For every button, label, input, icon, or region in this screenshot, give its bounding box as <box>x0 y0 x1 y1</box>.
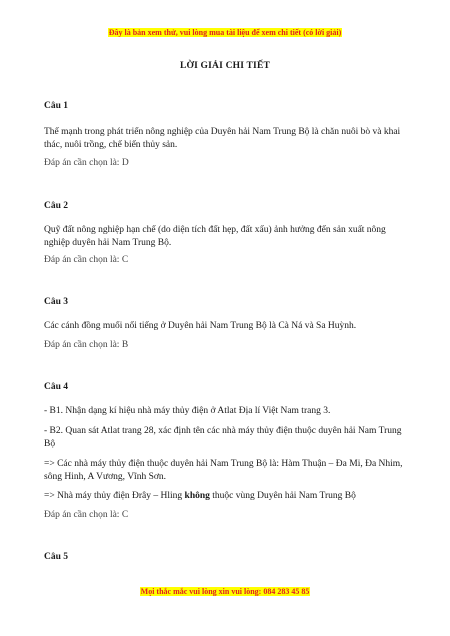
question-2-label: Câu 2 <box>44 201 69 211</box>
page-title: LỜI GIẢI CHI TIẾT <box>179 61 271 71</box>
question-4-result-2-post: thuộc vùng Duyên hải Nam Trung Bộ <box>209 491 356 501</box>
question-1-text: Thế mạnh trong phát triển nông nghiệp của Duyên hải Nam Trung Bộ là chăn nuôi bò và khai thác, nuôi trồng, chế biến thủy sản. <box>44 127 401 150</box>
question-4-label: Câu 4 <box>44 382 69 392</box>
question-3-text: Các cánh đồng muối nổi tiếng ở Duyên hải Nam Trung Bộ là Cà Ná và Sa Huỳnh. <box>44 321 357 331</box>
question-3-answer: Đáp án cần chọn là: B <box>44 340 129 350</box>
question-2-answer: Đáp án cần chọn là: C <box>44 255 129 265</box>
preview-notice-banner <box>0 28 450 37</box>
question-1-label: Câu 1 <box>44 101 69 111</box>
preview-notice-text: Đây là bản xem thử, vui lòng mua tài liệu để xem chi tiết (có lời giải) <box>108 28 342 37</box>
question-4-result-2-pre: => Nhà máy thủy điện Đrây – Hling <box>44 491 185 501</box>
question-4-result-1: => Các nhà máy thủy điện thuộc duyên hải Nam Trung Bộ là: Hàm Thuận – Đa Mi, Đa Nhim, sông Hinh, A Vương, Vĩnh Sơn. <box>44 459 403 482</box>
question-4-result-2-keyword: không <box>184 491 210 501</box>
question-2-text: Quỹ đất nông nghiệp hạn chế (do diện tích đất hẹp, đất xấu) ảnh hưởng đến sản xuất nông nghiệp duyên hải Nam Trung Bộ. <box>44 225 386 248</box>
question-4-step-1: - B1. Nhận dạng kí hiệu nhà máy thủy điện ở Atlat Địa lí Việt Nam trang 3. <box>44 406 331 416</box>
question-4-result-2 <box>44 490 412 503</box>
contact-notice-text: Mọi thắc mắc vui lòng xin vui lòng: 084 283 45 85 <box>140 587 310 596</box>
question-4-answer: Đáp án cần chọn là: C <box>44 510 129 520</box>
contact-notice-banner <box>0 587 450 596</box>
question-5-label: Câu 5 <box>44 552 69 562</box>
question-1-answer: Đáp án cần chọn là: D <box>44 158 129 168</box>
question-3-label: Câu 3 <box>44 297 69 307</box>
question-4-step-2: - B2. Quan sát Atlat trang 28, xác định tên các nhà máy thủy điện thuộc duyên hải Nam Trung Bộ <box>44 426 402 449</box>
